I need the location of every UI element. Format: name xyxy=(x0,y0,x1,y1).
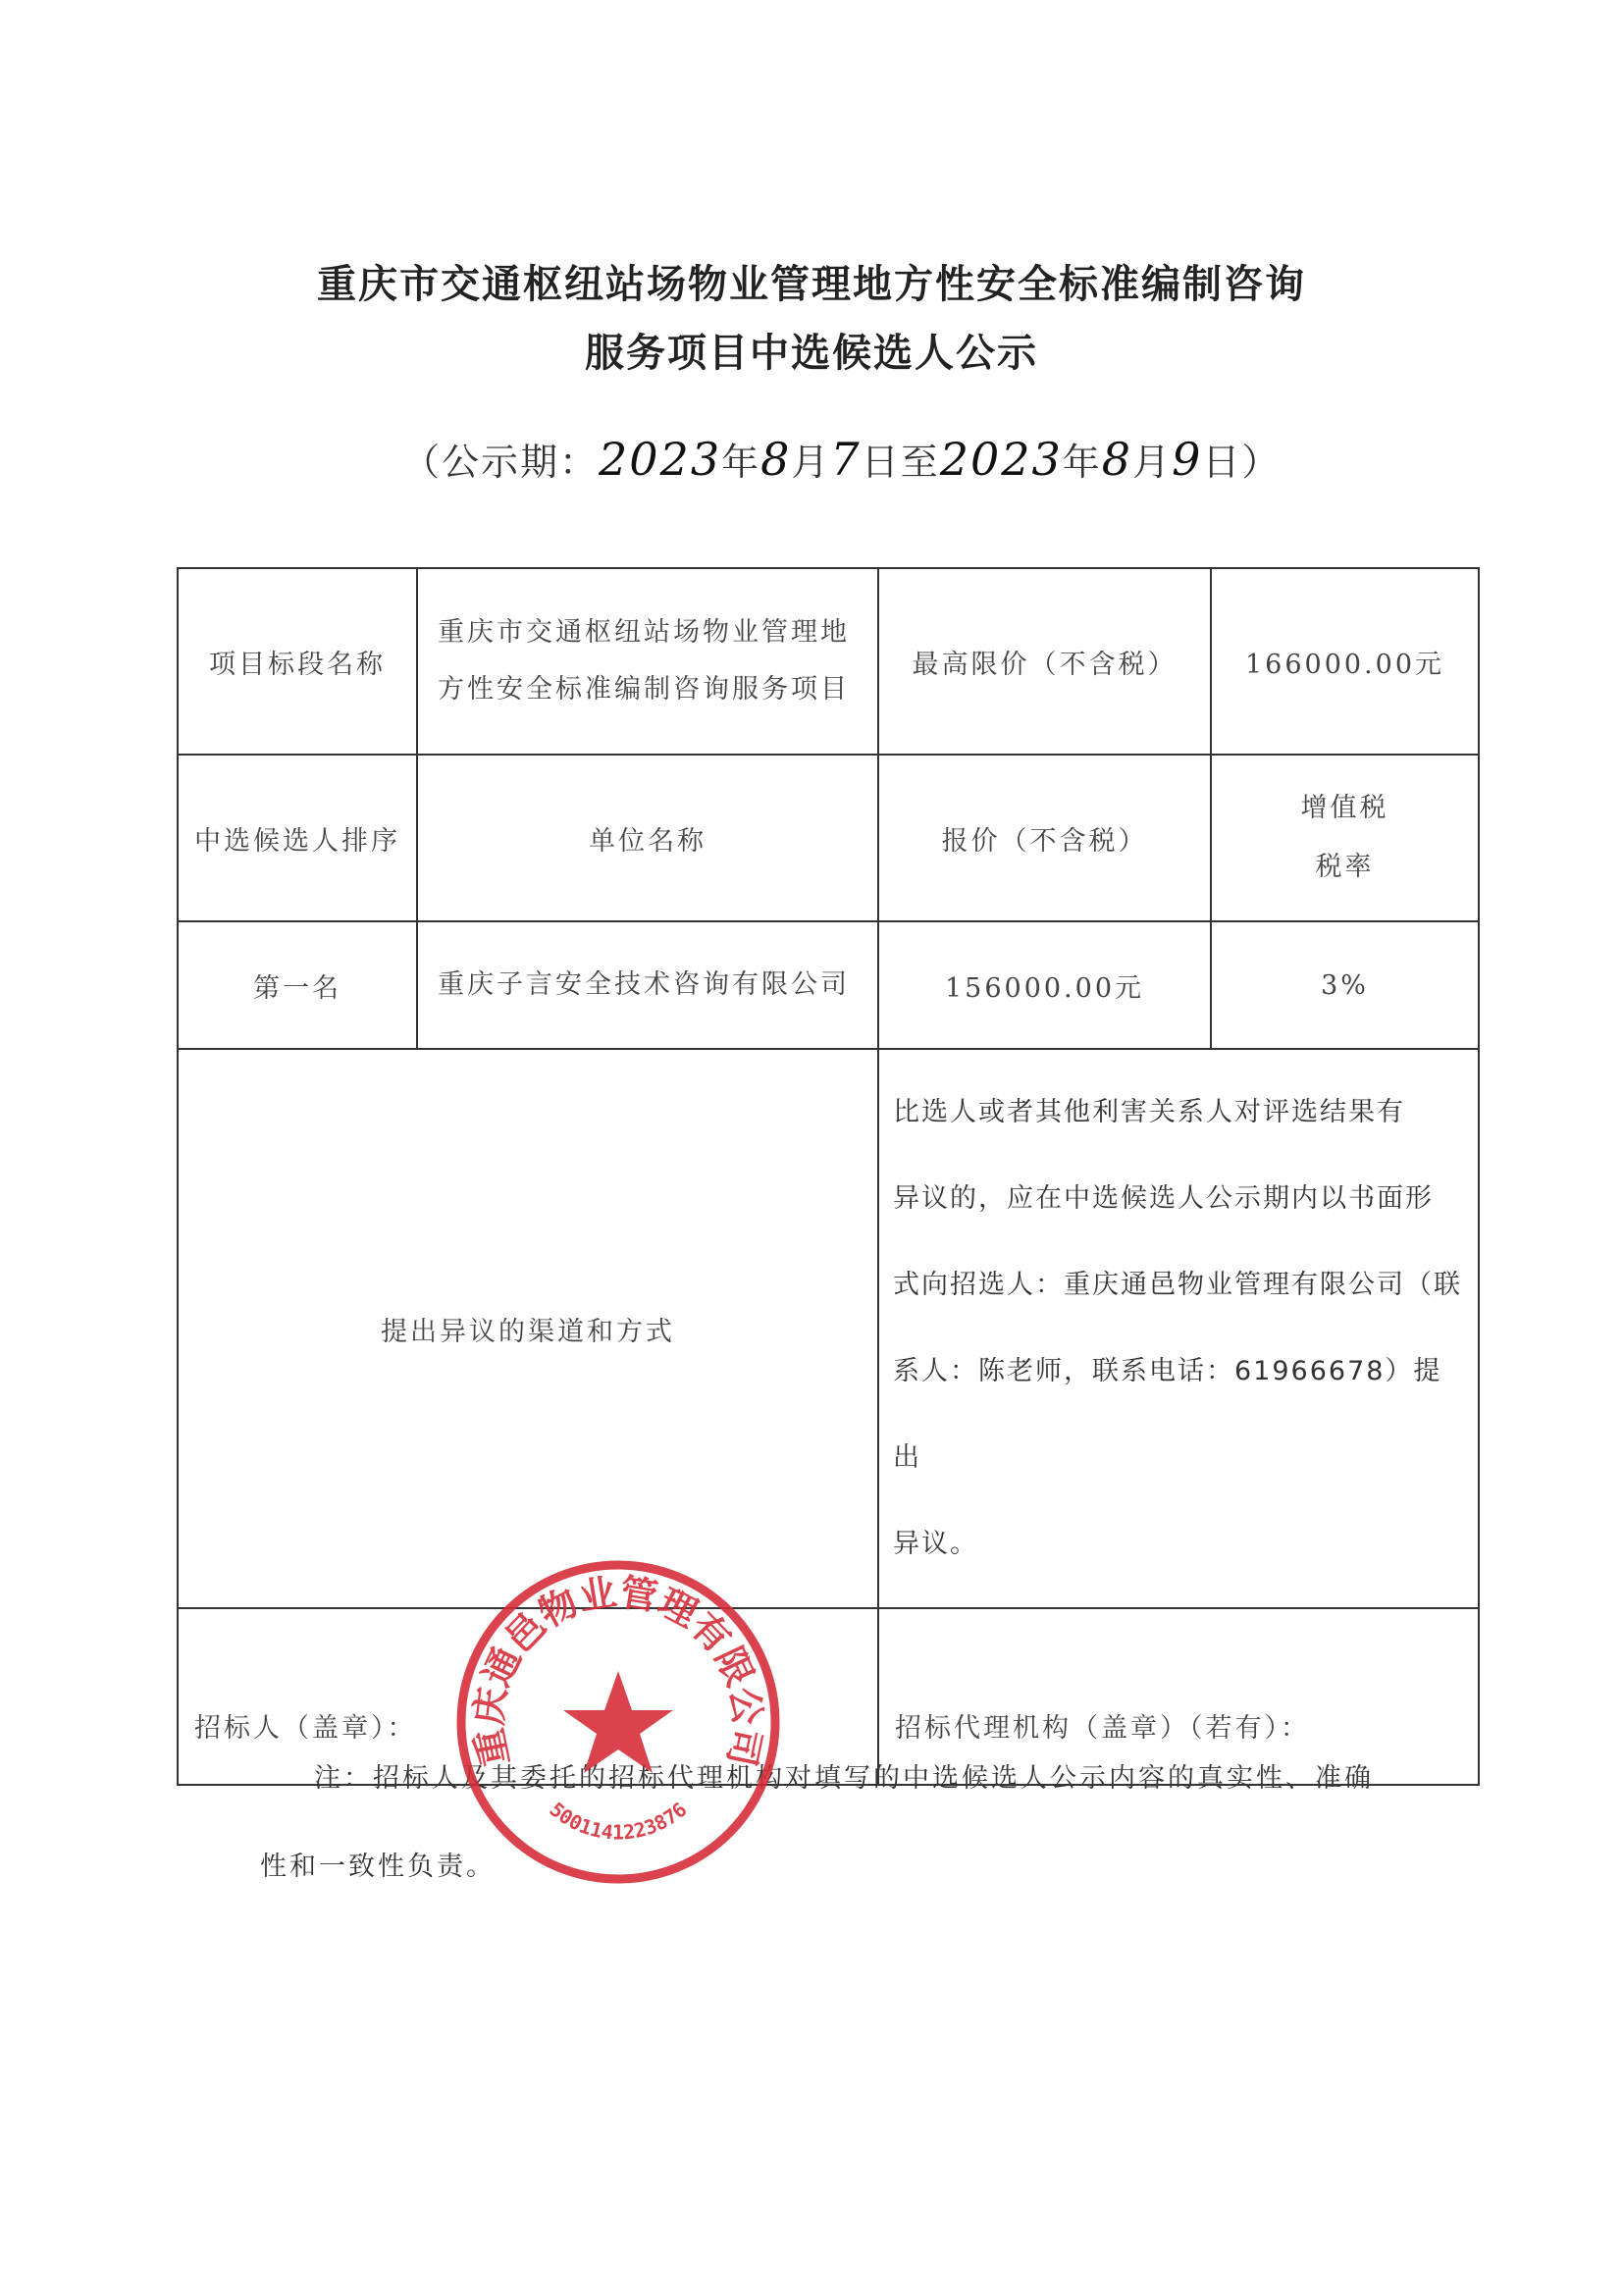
period-start-month: 8 xyxy=(760,433,792,486)
unit-header: 单位名称 xyxy=(417,755,878,921)
period-start-year: 2023 xyxy=(599,433,722,486)
company-seal-stamp xyxy=(451,1555,785,1889)
document-title-line2: 服务项目中选候选人公示 xyxy=(585,331,1038,376)
vat-header-line2: 税率 xyxy=(1315,852,1375,882)
rank-value: 第一名 xyxy=(178,921,417,1049)
candidate-table xyxy=(177,567,1480,1786)
note-line2: 性和一致性负责。 xyxy=(260,1852,496,1882)
vat-header xyxy=(1211,755,1479,921)
max-price-label: 最高限价（不含税） xyxy=(878,568,1211,755)
note-line1: 注：招标人及其委托的招标代理机构对填写的中选候选人公示内容的真实性、准确 xyxy=(314,1763,1374,1794)
period-end-month: 8 xyxy=(1101,433,1133,486)
period-open: （公示期： xyxy=(402,441,600,484)
document-title-line1: 重庆市交通枢纽站场物业管理地方性安全标准编制咨询 xyxy=(317,262,1306,307)
rank-header: 中选候选人排序 xyxy=(178,755,417,921)
period-end-day: 9 xyxy=(1172,433,1203,486)
agency-seal-label: 招标代理机构（盖章）（若有）： xyxy=(878,1608,1479,1785)
vat-value: 3% xyxy=(1211,921,1479,1049)
project-name-line1: 重庆市交通枢纽站场物业管理地 xyxy=(438,617,850,648)
vat-header-line1: 增值税 xyxy=(1300,793,1389,823)
table-row xyxy=(178,1049,1479,1608)
seal-star-icon xyxy=(563,1671,673,1773)
objection-label: 提出异议的渠道和方式 xyxy=(178,1049,878,1608)
period-month-char-2: 月 xyxy=(1132,441,1173,484)
objection-line2: 异议的，应在中选候选人公示期内以书面形 xyxy=(893,1183,1434,1214)
period-day-char-1: 日至 xyxy=(861,441,940,484)
unit-value: 重庆子言安全技术咨询有限公司 xyxy=(417,921,878,1049)
max-price-value: 166000.00元 xyxy=(1211,568,1479,755)
project-name-cell xyxy=(417,568,878,755)
objection-text xyxy=(878,1049,1479,1608)
objection-line4: 系人：陈老师，联系电话：61966678）提出 xyxy=(893,1356,1442,1473)
table-row xyxy=(178,568,1479,755)
project-name-label: 项目标段名称 xyxy=(178,568,417,755)
seal-number: 5001141223876 xyxy=(545,1797,692,1845)
tenderer-seal-label: 招标人（盖章）： xyxy=(178,1608,878,1785)
project-name-line2: 方性安全标准编制咨询服务项目 xyxy=(438,674,850,704)
period-month-char-1: 月 xyxy=(791,441,831,484)
period-close: 日） xyxy=(1202,441,1282,484)
objection-line5: 异议。 xyxy=(893,1529,978,1559)
period-end-year: 2023 xyxy=(939,433,1063,486)
period-year-char-2: 年 xyxy=(1062,441,1102,484)
quote-value: 156000.00元 xyxy=(878,921,1211,1049)
objection-line3: 式向招选人：重庆通邑物业管理有限公司（联 xyxy=(893,1270,1462,1300)
quote-header: 报价（不含税） xyxy=(878,755,1211,921)
table-row xyxy=(178,755,1479,921)
objection-line1: 比选人或者其他利害关系人对评选结果有 xyxy=(893,1097,1405,1127)
seal-company-name: 重庆通邑物业管理有限公司 xyxy=(466,1570,770,1770)
publicity-period xyxy=(402,432,1281,486)
period-year-char-1: 年 xyxy=(721,441,761,484)
period-start-day: 7 xyxy=(830,433,862,486)
table-row xyxy=(178,921,1479,1049)
